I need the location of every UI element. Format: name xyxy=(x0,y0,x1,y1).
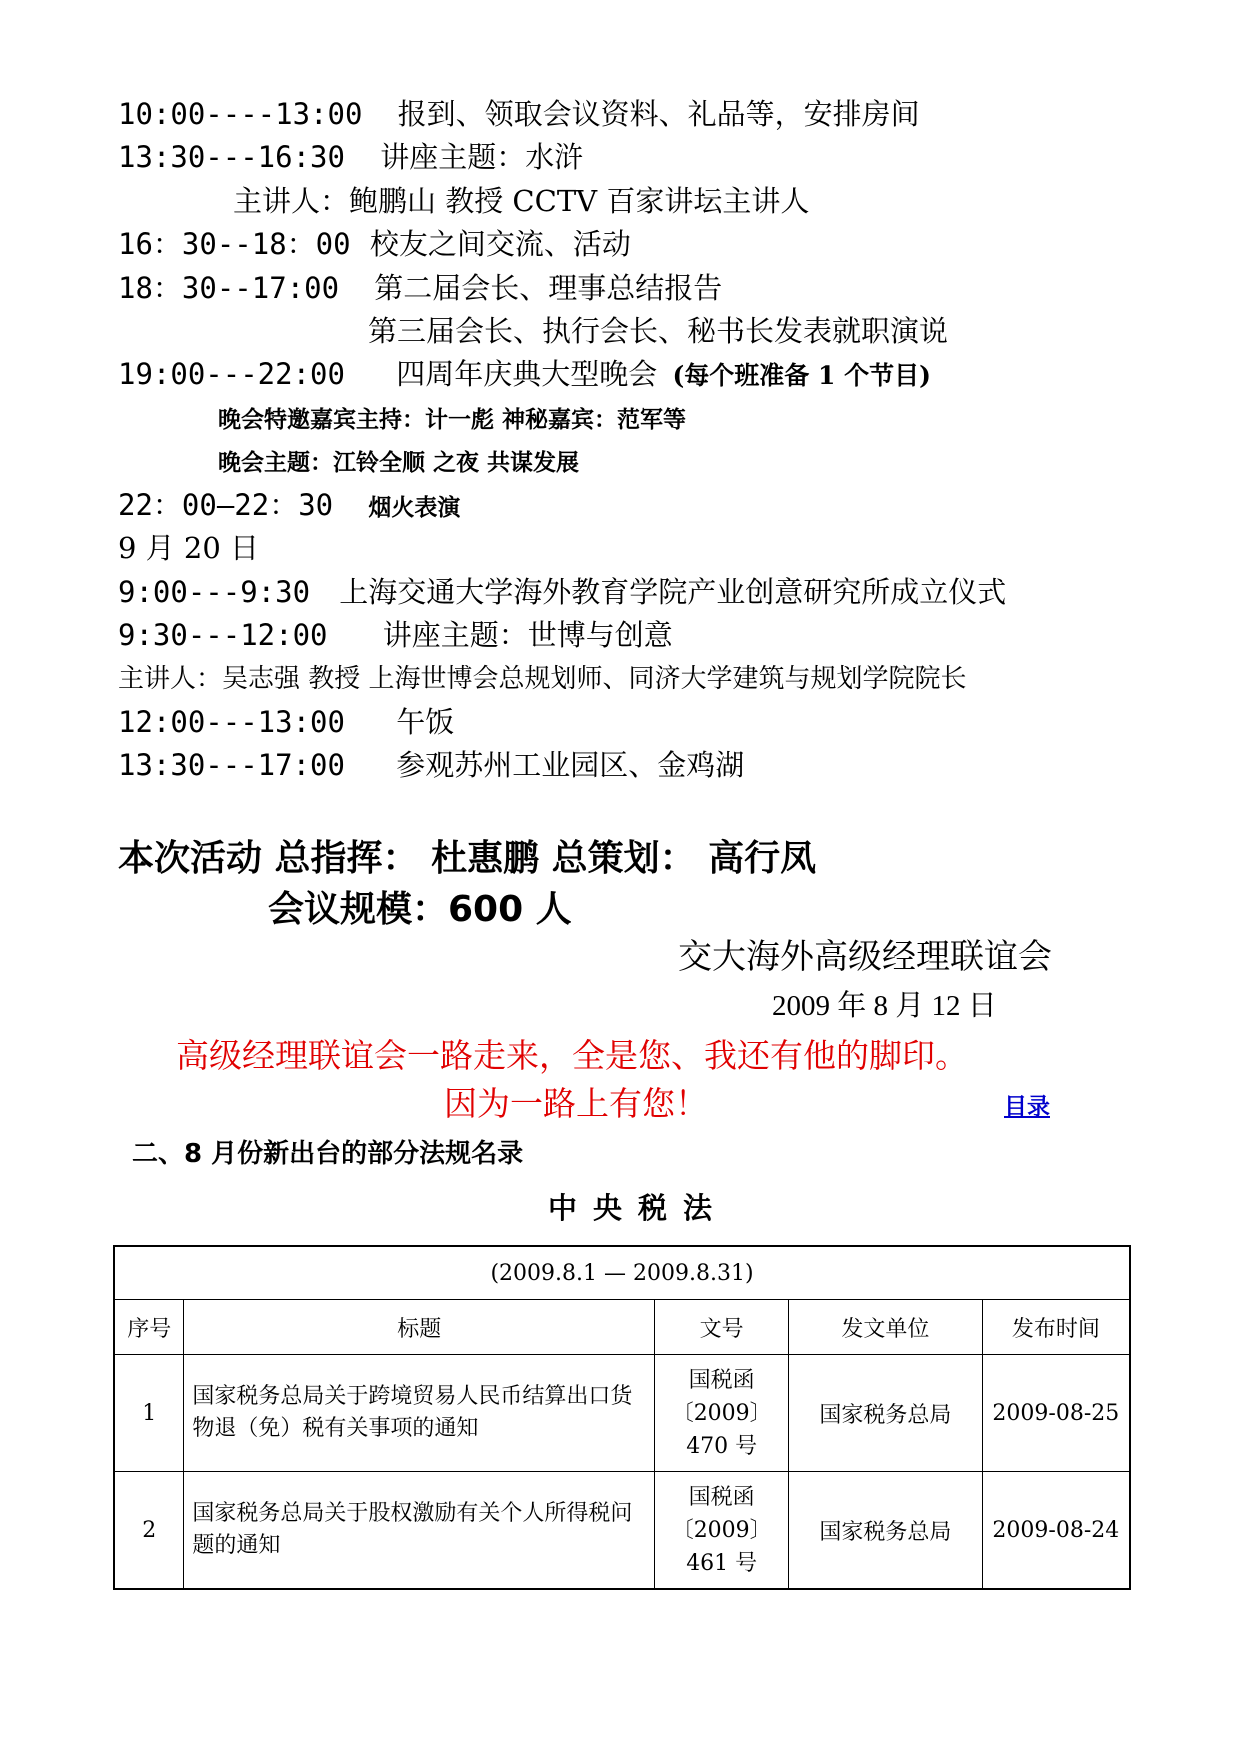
cell-docno xyxy=(655,1355,789,1472)
schedule-text: 第三届会长、执行会长、秘书长发表就职演说 xyxy=(368,314,949,348)
docno-line: 470 号 xyxy=(686,1433,758,1459)
schedule-time: 16：30--18：00 xyxy=(118,227,351,261)
schedule-time: 18：30--17:00 xyxy=(118,271,340,305)
cell-title: 国家税务总局关于股权激励有关个人所得税问题的通知 xyxy=(184,1472,655,1590)
header-no: 序号 xyxy=(114,1300,184,1355)
schedule-time: 10:00----13:00 xyxy=(118,97,363,131)
table-date-range: (2009.8.1 — 2009.8.31) xyxy=(114,1246,1130,1300)
meeting-scale: 会议规模：600 人 xyxy=(268,889,572,930)
schedule-line xyxy=(118,139,583,175)
cell-no: 1 xyxy=(114,1355,184,1472)
table-row xyxy=(114,1355,1130,1472)
schedule-text: 烟火表演 xyxy=(368,494,461,521)
table-row xyxy=(114,1472,1130,1590)
slogan-line-1: 高级经理联谊会一路走来，全是您、我还有他的脚印。 xyxy=(176,1036,968,1075)
schedule-line xyxy=(218,402,686,438)
cell-docno xyxy=(655,1472,789,1590)
law-table xyxy=(113,1245,1131,1590)
schedule-time: 19:00---22:00 xyxy=(118,357,345,391)
schedule-text: 主讲人：吴志强 教授 上海世博会总规划师、同济大学建筑与规划学院院长 xyxy=(118,664,967,694)
schedule-line xyxy=(118,226,631,262)
schedule-line xyxy=(118,704,454,740)
schedule-line xyxy=(118,661,967,697)
schedule-text: 第二届会长、理事总结报告 xyxy=(374,271,723,305)
docno-line: 461 号 xyxy=(686,1550,758,1576)
schedule-text: 讲座主题：世博与创意 xyxy=(382,618,673,652)
header-docno: 文号 xyxy=(655,1300,789,1355)
cell-date: 2009-08-25 xyxy=(982,1355,1130,1472)
schedule-line xyxy=(118,487,460,526)
schedule-line xyxy=(118,270,722,306)
schedule-time: 13:30---17:00 xyxy=(118,748,345,782)
center-title: 中央税法 xyxy=(548,1191,729,1225)
schedule-line xyxy=(118,356,931,394)
cell-issuer: 国家税务总局 xyxy=(789,1472,983,1590)
cell-no: 2 xyxy=(114,1472,184,1590)
schedule-line xyxy=(233,183,809,219)
cell-title: 国家税务总局关于跨境贸易人民币结算出口货物退（免）税有关事项的通知 xyxy=(184,1355,655,1472)
schedule-text: 晚会主题：江铃全顺 之夜 共谋发展 xyxy=(218,449,580,476)
docno-line: 〔2009〕 xyxy=(671,1400,772,1426)
schedule-time: 12:00---13:00 xyxy=(118,705,345,739)
schedule-text: 参观苏州工业园区、金鸡湖 xyxy=(396,748,745,782)
header-title: 标题 xyxy=(184,1300,655,1355)
schedule-line xyxy=(118,574,1006,610)
schedule-text: 主讲人：鲍鹏山 教授 CCTV 百家讲坛主讲人 xyxy=(233,184,810,218)
schedule-line xyxy=(218,445,579,481)
toc-link[interactable]: 目录 xyxy=(1004,1093,1050,1120)
signature-org: 交大海外高级经理联谊会 xyxy=(678,939,1052,976)
schedule-time: 22：00—22：30 xyxy=(118,488,334,522)
cell-date: 2009-08-24 xyxy=(982,1472,1130,1590)
schedule-text: 讲座主题：水浒 xyxy=(380,140,584,174)
schedule-text: 9 月 20 日 xyxy=(118,531,260,565)
schedule-line xyxy=(118,747,744,783)
schedule-date xyxy=(118,530,259,566)
schedule-line xyxy=(118,96,920,132)
cell-issuer: 国家税务总局 xyxy=(789,1355,983,1472)
schedule-text: 晚会特邀嘉宾主持：计一彪 神秘嘉宾：范军等 xyxy=(218,406,687,433)
signature-date: 2009 年 8 月 12 日 xyxy=(772,990,997,1022)
docno-line: 〔2009〕 xyxy=(671,1517,772,1543)
schedule-text: 四周年庆典大型晚会 xyxy=(396,357,658,391)
docno-line: 国税函 xyxy=(688,1367,755,1393)
schedule-text: 报到、领取会议资料、礼品等，安排房间 xyxy=(397,97,920,131)
schedule-text: 上海交通大学海外教育学院产业创意研究所成立仪式 xyxy=(339,575,1007,609)
schedule-time: 9:30---12:00 xyxy=(118,618,328,652)
schedule-text: 校友之间交流、活动 xyxy=(369,227,631,261)
slogan-line-2: 因为一路上有您！ xyxy=(444,1084,708,1123)
table-header-row xyxy=(114,1300,1130,1355)
schedule-text: 午饭 xyxy=(396,705,455,739)
schedule-time: 9:00---9:30 xyxy=(118,575,311,609)
docno-line: 国税函 xyxy=(688,1484,755,1510)
header-issuer: 发文单位 xyxy=(789,1300,983,1355)
leaders-line: 本次活动 总指挥： 杜惠鹏 总策划： 高行凤 xyxy=(118,838,817,879)
schedule-note: (每个班准备 1 个节目) xyxy=(672,361,931,390)
section-heading: 二、8 月份新出台的部分法规名录 xyxy=(132,1139,524,1169)
header-date: 发布时间 xyxy=(982,1300,1130,1355)
schedule-line xyxy=(368,313,948,349)
schedule-time: 13:30---16:30 xyxy=(118,140,345,174)
schedule-line xyxy=(118,617,673,653)
